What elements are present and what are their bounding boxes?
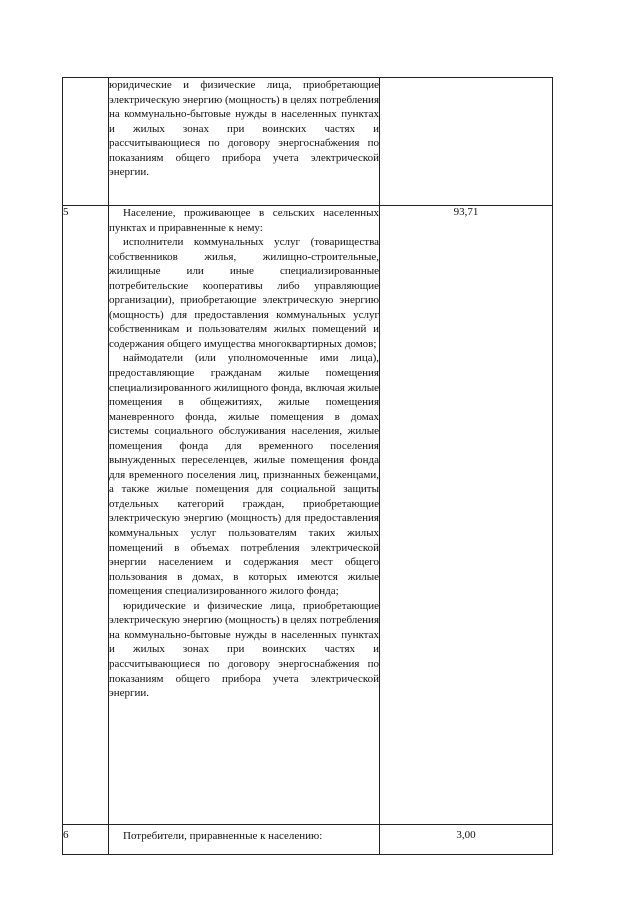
description-paragraph: наймодатели (или уполномоченные ими лица), предоставляющие гражданам жилые помещения специализированного жилищного фонда, включая жилые помещения в общежитиях, жилые помещения маневренного фонда, жилые помещения в домах системы социального обслуживания населения, жилые помещения фонда для временного поселения вынужденных переселенцев, жилые помещения фонда для временного поселения лиц, признанных беженцами, а также жилые помещения для социальной защиты отдельных категорий граждан, приобретающие электрическую энергию (мощность) для предоставления коммунальных услуг пользователям таких жилых помещений в объемах потребления электрической энергии населением и содержания мест общего пользования в домах, в которых имеются жилые помещения специализированного жилого фонда;	[109, 352, 379, 598]
table-row	[63, 825, 553, 855]
description-paragraph: Потребители, приравненные к населению:	[123, 830, 323, 842]
consumer-description-cell	[109, 825, 380, 855]
consumer-description-cell	[109, 78, 380, 206]
description-paragraph: исполнители коммунальных услуг (товарищества собственников жилья, жилищно-строительные, жилищные или иные специализированные потребительские кооперативы либо управляющие организации), приобретающие электрическую энергию (мощность) для предоставления коммунальных услуг собственникам и пользователям жилых помещений и содержания общего имущества многоквартирных домов;	[109, 236, 379, 350]
table-row	[63, 78, 553, 206]
tariff-value-cell: 3,00	[380, 825, 553, 855]
tariff-value-cell: 93,71	[380, 206, 553, 825]
description-paragraph: Население, проживающее в сельских населенных пунктах и приравненные к нему:	[109, 207, 379, 234]
row-number-cell	[63, 78, 109, 206]
consumer-description-cell	[109, 206, 380, 825]
tariff-value-cell	[380, 78, 553, 206]
tariff-table	[62, 77, 553, 855]
description-paragraph: юридические и физические лица, приобретающие электрическую энергию (мощность) в целях потребления на коммунально-бытовые нужды в населенных пунктах и жилых зонах при воинских частях и рассчитывающиеся по договору энергоснабжения по показаниям общего прибора учета электрической энергии.	[109, 599, 379, 700]
row-number-cell: 6	[63, 825, 109, 855]
table-row	[63, 206, 553, 825]
description-paragraph: юридические и физические лица, приобретающие электрическую энергию (мощность) в целях потребления на коммунально-бытовые нужды в населенных пунктах и жилых зонах при воинских частях и рассчитывающиеся по договору энергоснабжения по показаниям общего прибора учета электрической энергии.	[109, 79, 379, 179]
row-number-cell: 5	[63, 206, 109, 825]
